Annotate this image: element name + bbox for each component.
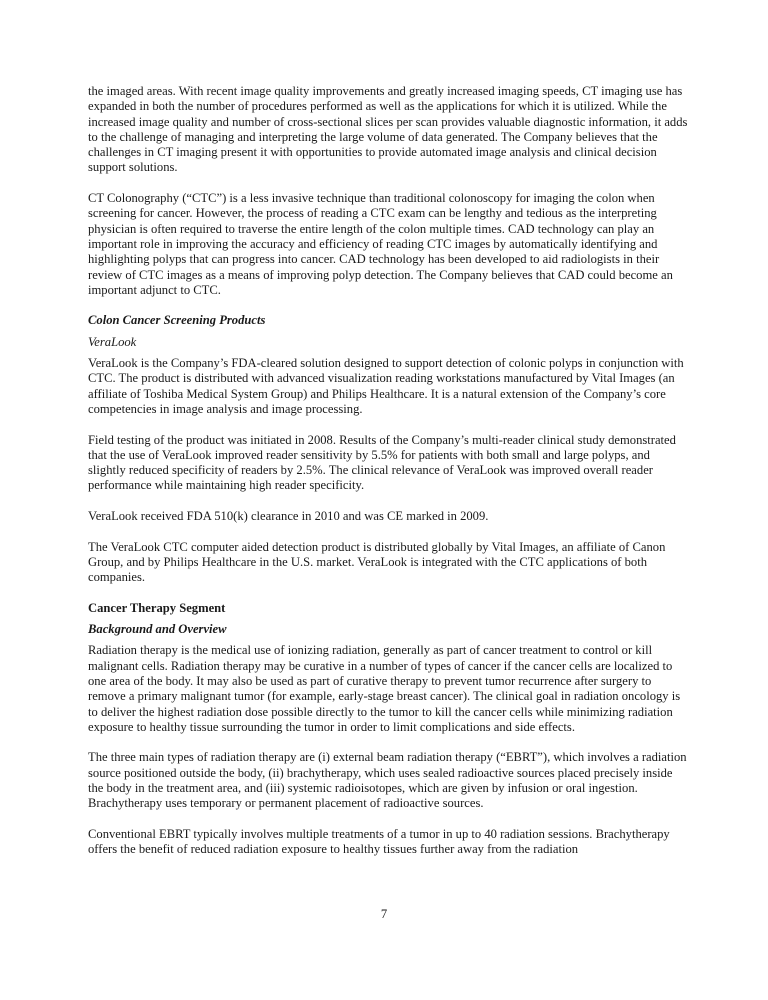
paragraph-ctc: CT Colonography (“CTC”) is a less invasive technique than traditional colonoscopy for imaging the colon when screening for cancer. However, the process of reading a CTC exam can be lengthy and tedious as the interpreting physician is often required to traverse the entire length of the colon multiple times. CAD technology can play an important role in improving the accuracy and efficiency of reading CTC images by automatically identifying and highlighting polyps that can progress into cancer. CAD technology has been developed to aid radiologists in their review of CTC images as a means of improving polyp detection. The Company believes that CAD could become an important adjunct to CTC.: [88, 191, 673, 297]
paragraph-radiation-therapy: Radiation therapy is the medical use of ionizing radiation, generally as part of cancer treatment to control or kill malignant cells. Radiation therapy may be curative in a number of types of cancer if the cancer cells are localized to one area of the body. It may also be used as part of curative therapy to prevent tumor recurrence after surgery to remove a primary malignant tumor (for example, early-stage breast cancer). The clinical goal in radiation oncology is to deliver the highest radiation dose possible directly to the tumor to kill the cancer cells while minimizing radiation exposure to healthy tissue surrounding the tumor in order to limit complications and side effects.: [88, 643, 681, 734]
paragraph-field-testing: Field testing of the product was initiated in 2008. Results of the Company’s multi-reader clinical study demonstrated that the use of VeraLook improved reader sensitivity by 5.5% for patients with both small and large polyps, and slightly reduced specificity of readers by 2.5%. The clinical relevance of VeraLook was improved overall reader performance while maintaining high reader specificity.: [88, 432, 676, 493]
paragraph-ct-imaging: the imaged areas. With recent image quality improvements and greatly increased imaging speeds, CT imaging use has expanded in both the number of procedures performed as well as the applications for which it is utilized. While the increased image quality and number of cross-sectional slices per scan provides valuable diagnostic information, it adds to the challenge of managing and interpreting the large volume of data generated. The Company believes that the challenges in CT imaging present it with opportunities to provide automated image analysis and clinical decision support solutions.: [88, 84, 688, 175]
paragraph-fda-clearance: VeraLook received FDA 510(k) clearance in 2010 and was CE marked in 2009.: [88, 509, 489, 524]
paragraph-distribution: The VeraLook CTC computer aided detection product is distributed globally by Vital Images, an affiliate of Canon Group, and by Philips Healthcare in the U.S. market. VeraLook is integrated with the CTC applications of both companies.: [88, 539, 666, 585]
heading-veralook: VeraLook: [88, 334, 137, 349]
heading-colon-cancer-screening: Colon Cancer Screening Products: [88, 313, 266, 328]
paragraph-conventional-ebrt: Conventional EBRT typically involves multiple treatments of a tumor in up to 40 radiation sessions. Brachytherapy offers the benefit of reduced radiation exposure to healthy tissues further away from the radiation: [88, 826, 670, 857]
paragraph-veralook-intro: VeraLook is the Company’s FDA-cleared solution designed to support detection of colonic polyps in conjunction with CTC. The product is distributed with advanced visualization reading workstations manufactured by Vital Images (an affiliate of Toshiba Medical System Group) and Philips Healthcare. It is a natural extension of the Company’s core competencies in image analysis and image processing.: [88, 356, 684, 416]
heading-cancer-therapy-segment: Cancer Therapy Segment: [88, 600, 226, 615]
document-page: [88, 84, 688, 858]
page-number: 7: [380, 907, 388, 921]
heading-background-overview: Background and Overview: [88, 622, 227, 637]
paragraph-types-of-therapy: The three main types of radiation therapy are (i) external beam radiation therapy (“EBRT”), which involves a radiation source positioned outside the body, (ii) brachytherapy, which uses sealed radioactive sources placed precisely inside the body in the treatment area, and (iii) systemic radioisotopes, which are given by infusion or oral ingestion. Brachytherapy uses temporary or permanent placement of radioactive sources.: [88, 750, 687, 811]
